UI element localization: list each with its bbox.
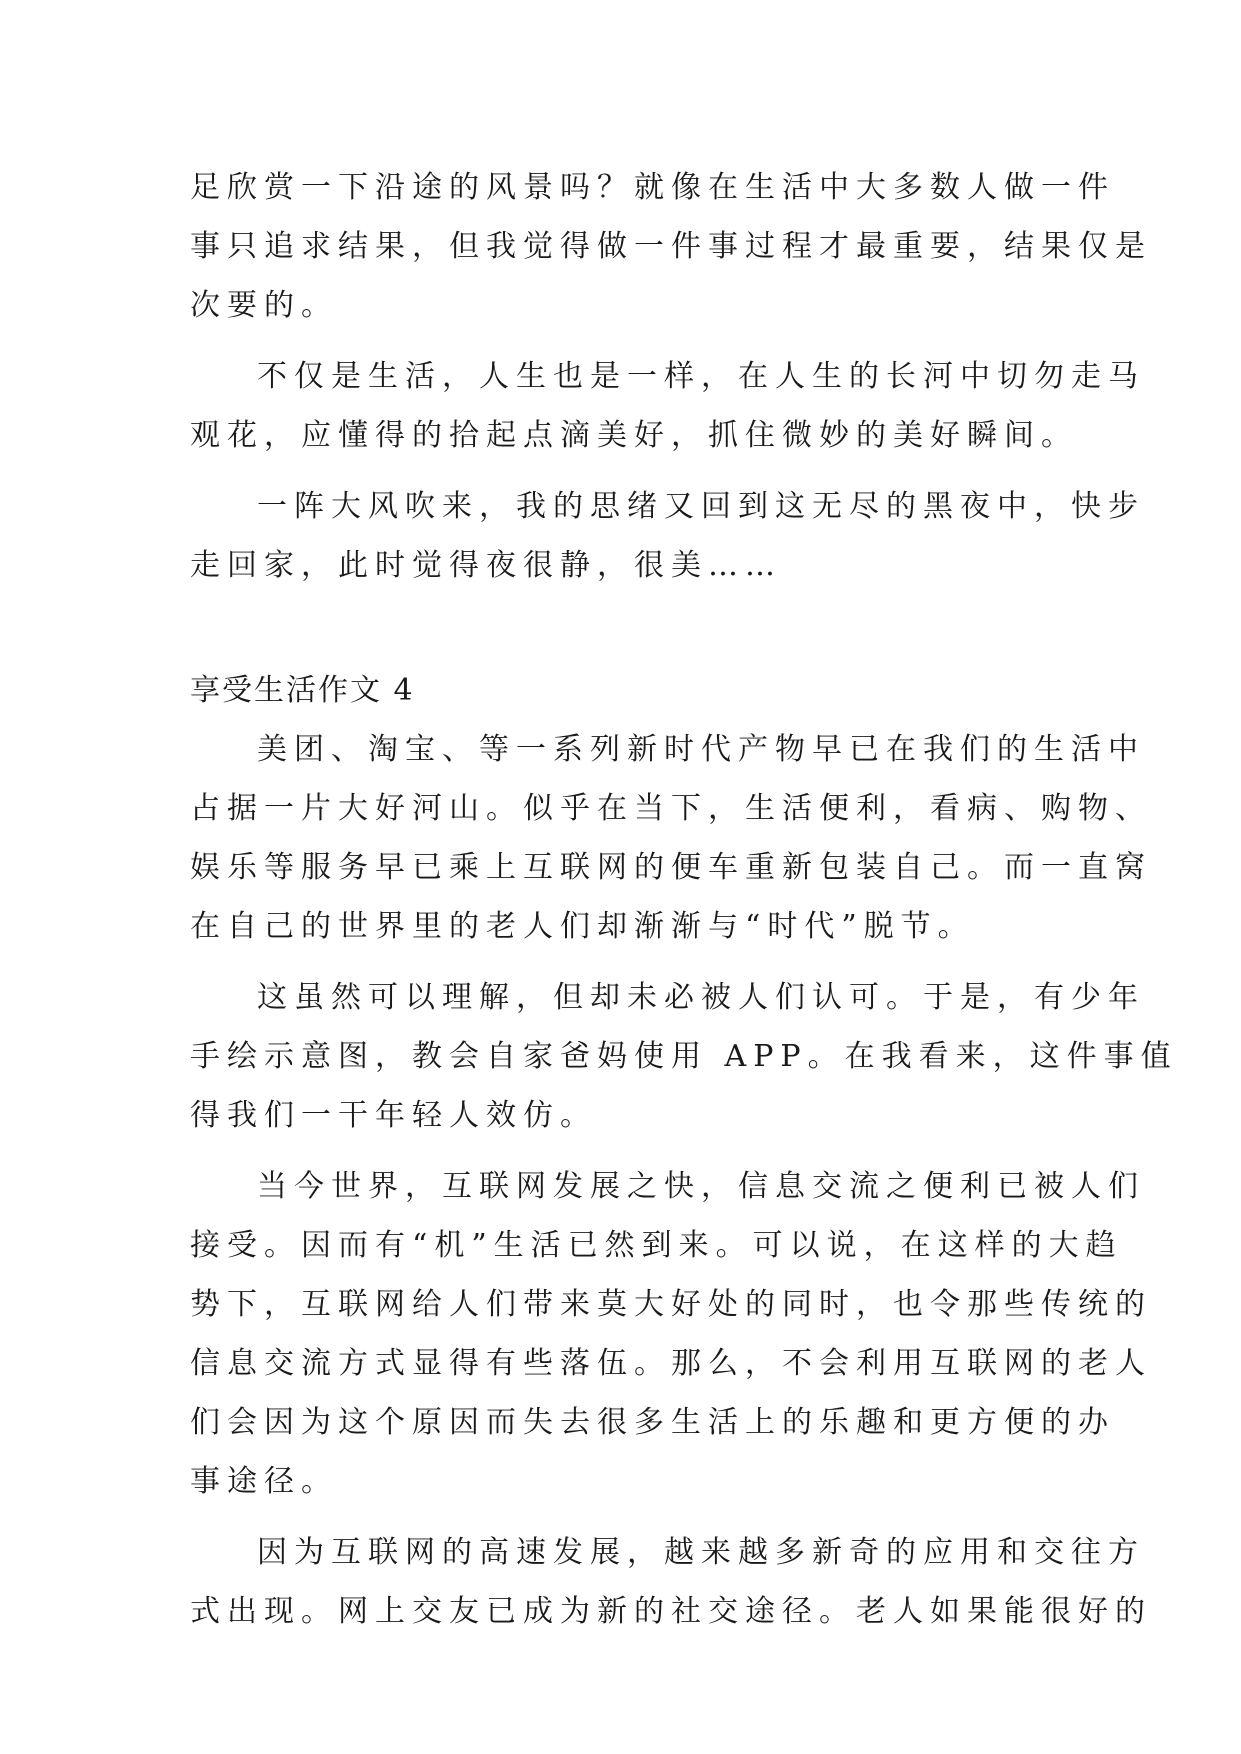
text-line: 因为互联网的高速发展，越来越多新奇的应用和交往方 <box>257 1535 1145 1570</box>
section-title: 享受生活作文 4 <box>190 673 415 708</box>
text-line: 事途径。 <box>190 1464 338 1499</box>
paragraph <box>190 477 1145 595</box>
document-body <box>190 158 1178 1641</box>
text-line: 们会因为这个原因而失去很多生活上的乐趣和更方便的办 <box>190 1405 1115 1440</box>
text-line: 娱乐等服务早已乘上互联网的便车重新包装自己。而一直窝 <box>190 850 1152 885</box>
text-line: 观花，应懂得的拾起点滴美好，抓住微妙的美好瞬间。 <box>190 418 1078 453</box>
paragraph <box>190 968 1178 1145</box>
text-line: 足欣赏一下沿途的风景吗？就像在生活中大多数人做一件 <box>190 170 1115 205</box>
text-line: 接受。因而有“机”生活已然到来。可以说，在这样的大趋 <box>190 1228 1123 1263</box>
text-line: 事只追求结果，但我觉得做一件事过程才最重要，结果仅是 <box>190 229 1152 264</box>
text-line: 一阵大风吹来，我的思绪又回到这无尽的黑夜中，快步 <box>257 489 1145 524</box>
text-line: 不仅是生活，人生也是一样，在人生的长河中切勿走马 <box>257 359 1145 394</box>
text-line: 手绘示意图，教会自家爸妈使用 APP。在我看来，这件事值 <box>190 1039 1178 1074</box>
text-line: 占据一片大好河山。似乎在当下，生活便利，看病、购物、 <box>190 791 1152 826</box>
text-line: 式出现。网上交友已成为新的社交途径。老人如果能很好的 <box>190 1594 1152 1629</box>
text-line: 信息交流方式显得有些落伍。那么，不会利用互联网的老人 <box>190 1346 1152 1381</box>
paragraph <box>190 158 1152 335</box>
paragraph <box>190 1523 1152 1641</box>
paragraph <box>190 1157 1152 1511</box>
text-line: 次要的。 <box>190 288 338 323</box>
text-line: 这虽然可以理解，但却未必被人们认可。于是，有少年 <box>257 980 1145 1015</box>
text-line: 美团、淘宝、等一系列新时代产物早已在我们的生活中 <box>257 732 1145 767</box>
paragraph <box>190 347 1145 465</box>
text-line: 得我们一干年轻人效仿。 <box>190 1098 597 1133</box>
text-line: 当今世界，互联网发展之快，信息交流之便利已被人们 <box>257 1169 1145 1204</box>
paragraph <box>190 720 1152 956</box>
text-line: 走回家，此时觉得夜很静，很美…… <box>190 548 782 583</box>
text-line: 在自己的世界里的老人们却渐渐与“时代”脱节。 <box>190 909 975 944</box>
text-line: 势下，互联网给人们带来莫大好处的同时，也令那些传统的 <box>190 1287 1152 1322</box>
